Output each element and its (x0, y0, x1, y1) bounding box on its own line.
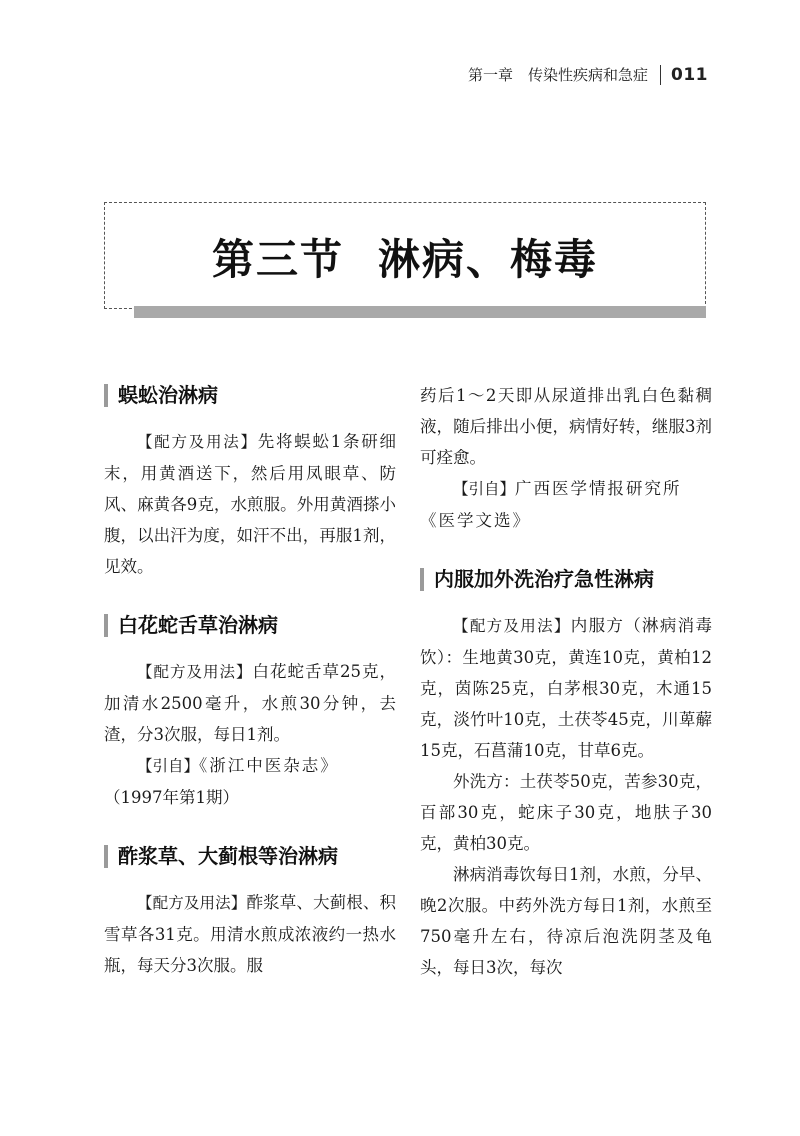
running-header (468, 64, 708, 85)
recipe-text: 内服方（淋病消毒饮）：生地黄30克，黄连10克，黄柏12克，茵陈25克，白茅根30克，木通15克，淡竹叶10克，土茯苓45克，川萆薢15克，石菖蒲10克，甘草6克。 (420, 616, 712, 760)
recipe-heading-text: 蜈蚣治淋病 (118, 383, 218, 407)
citation (104, 750, 396, 782)
heading-marker (104, 614, 108, 637)
formula-tag: 【配方及用法】 (453, 617, 571, 635)
section-title-box (104, 202, 706, 309)
heading-marker (104, 845, 108, 868)
recipe-heading-text: 内服加外洗治疗急性淋病 (434, 567, 654, 591)
citation-continued: 《医学文选》 (420, 511, 531, 530)
formula-tag: 【配方及用法】 (137, 894, 247, 912)
citation-source: 广西医学情报研究所 (515, 479, 682, 498)
recipe-heading-text: 白花蛇舌草治淋病 (118, 613, 278, 637)
citation-continued: （1997年第1期） (104, 788, 239, 807)
header-divider (660, 65, 661, 85)
page-number: 011 (671, 64, 708, 85)
heading-marker (420, 568, 424, 591)
citation (420, 473, 712, 505)
recipe-heading (104, 380, 396, 410)
recipe-text: 先将蜈蚣1条研细末，用黄酒送下，然后用凤眼草、防风、麻黄各9克，水煎服。外用黄酒搽小腹，以出汗为度，如汗不出，再服1剂，见效。 (104, 432, 396, 576)
recipe-body-continued: 药后1～2天即从尿道排出乳白色黏稠液，随后排出小便，病情好转，继服3剂可痊愈。 (420, 386, 712, 467)
formula-tag: 【配方及用法】 (137, 663, 253, 681)
citation-tag: 【引自】 (453, 480, 516, 498)
citation-tag: 【引自】 (137, 757, 200, 775)
recipe-body (104, 426, 396, 582)
recipe-heading (420, 564, 712, 594)
recipe-heading (104, 841, 396, 871)
section-title (105, 227, 705, 287)
chapter-title: 第一章 传染性疾病和急症 (467, 66, 648, 84)
recipe-body (420, 610, 712, 766)
formula-tag: 【配方及用法】 (137, 433, 258, 451)
recipe-paragraph: 淋病消毒饮每日1剂，水煎，分早、晚2次服。中药外洗方每日1剂，水煎至750毫升左右，待凉后泡洗阴茎及龟头，每日3次，每次 (420, 865, 712, 977)
citation-source: 《浙江中医杂志》 (199, 756, 339, 775)
recipe-heading-text: 酢浆草、大蓟根等治淋病 (118, 844, 338, 868)
recipe-text: 酢浆草、大蓟根、积雪草各31克。用清水煎成浓液约一热水瓶，每天分3次服。服 (104, 893, 396, 975)
heading-marker (104, 384, 108, 407)
title-underline-bar (134, 306, 706, 318)
section-number: 第三节 (211, 235, 344, 284)
recipe-text: 白花蛇舌草25克，加清水2500毫升，水煎30分钟，去渣，分3次服，每日1剂。 (104, 662, 396, 744)
right-column (420, 380, 712, 983)
recipe-body (104, 656, 396, 750)
recipe-body (104, 887, 396, 981)
recipe-paragraph: 外洗方：土茯苓50克，苦参30克，百部30克，蛇床子30克，地肤子30克，黄柏30克。 (420, 772, 712, 853)
left-column (104, 380, 396, 981)
section-name: 淋病、梅毒 (378, 235, 599, 284)
recipe-heading (104, 610, 396, 640)
